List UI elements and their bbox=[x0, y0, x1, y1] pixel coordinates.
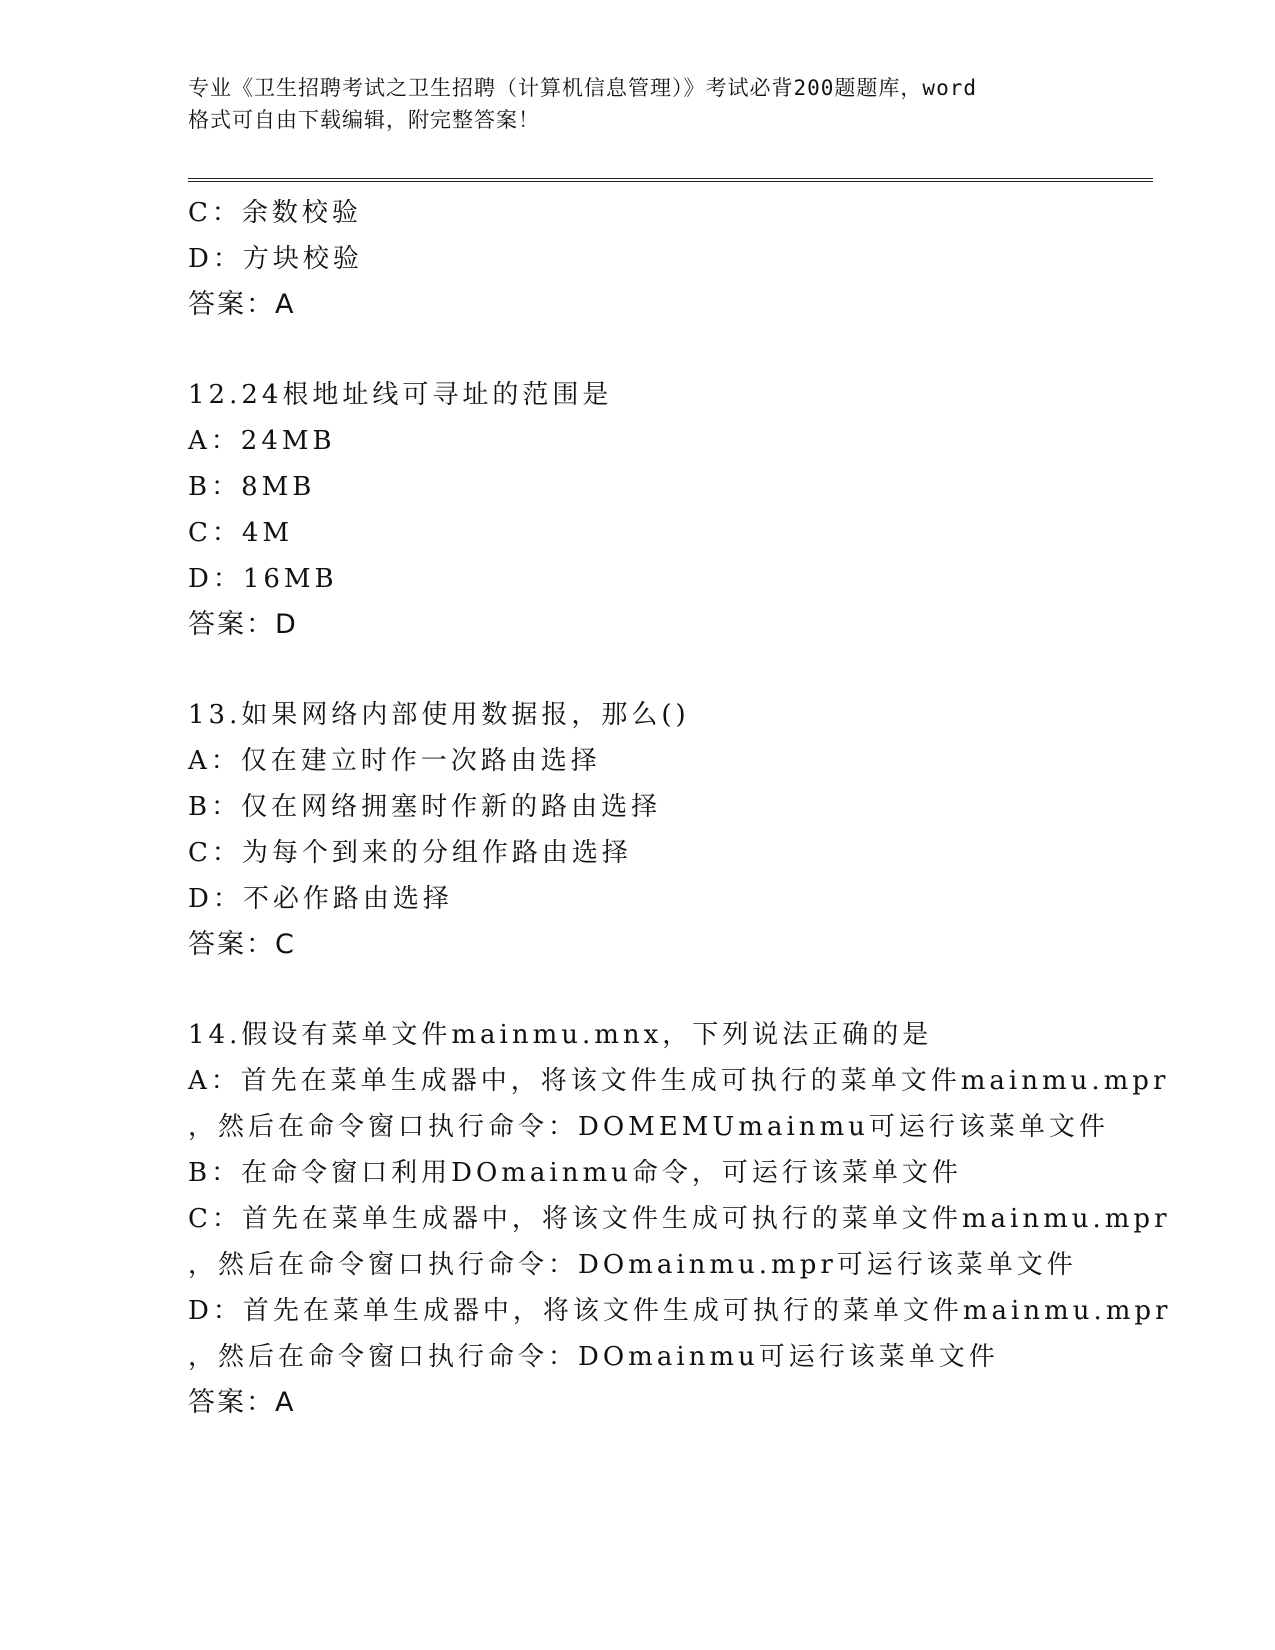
q12-option-b: B：8MB bbox=[188, 472, 316, 502]
q14-option-c-line-1: C：首先在菜单生成器中，将该文件生成可执行的菜单文件mainmu.mpr bbox=[188, 1204, 1171, 1234]
q12-option-c: C：4M bbox=[188, 518, 294, 548]
q13-option-c: C：为每个到来的分组作路由选择 bbox=[188, 838, 632, 868]
question-12-block bbox=[188, 372, 1128, 648]
q14-option-d-line-1: D：首先在菜单生成器中，将该文件生成可执行的菜单文件mainmu.mpr bbox=[188, 1296, 1172, 1326]
q14-option-c-line-2: ，然后在命令窗口执行命令：DOmainmu.mpr可运行该菜单文件 bbox=[188, 1250, 1077, 1280]
q12-question: 12.24根地址线可寻址的范围是 bbox=[188, 380, 613, 410]
q14-answer: 答案：A bbox=[188, 1387, 296, 1418]
question-spacer bbox=[188, 968, 1128, 1012]
q12-answer: 答案：D bbox=[188, 609, 298, 640]
header-title-line-1: 专业《卫生招聘考试之卫生招聘（计算机信息管理）》考试必背200题题库，word bbox=[188, 76, 977, 100]
document-body bbox=[188, 190, 1172, 1426]
question-spacer bbox=[188, 648, 1128, 692]
q11-answer: 答案：A bbox=[188, 289, 296, 320]
q13-option-a: A：仅在建立时作一次路由选择 bbox=[188, 746, 601, 776]
q12-option-a: A：24MB bbox=[188, 426, 336, 456]
q14-question: 14.假设有菜单文件mainmu.mnx，下列说法正确的是 bbox=[188, 1020, 933, 1050]
q14-option-d-line-2: ，然后在命令窗口执行命令：DOmainmu可运行该菜单文件 bbox=[188, 1342, 999, 1372]
q11-option-d: D：方块校验 bbox=[188, 244, 363, 274]
question-spacer bbox=[188, 328, 1128, 372]
q14-option-a-line-2: ，然后在命令窗口执行命令：DOMEMUmainmu可运行该菜单文件 bbox=[188, 1112, 1109, 1142]
q13-answer: 答案：C bbox=[188, 929, 296, 960]
q13-option-d: D：不必作路由选择 bbox=[188, 884, 453, 914]
header-title-line-2: 格式可自由下载编辑，附完整答案！ bbox=[188, 108, 540, 132]
q12-option-d: D：16MB bbox=[188, 564, 338, 594]
q11-option-c: C：余数校验 bbox=[188, 198, 362, 228]
question-14-block bbox=[188, 1012, 1172, 1426]
q14-option-a-line-1: A：首先在菜单生成器中，将该文件生成可执行的菜单文件mainmu.mpr bbox=[188, 1066, 1170, 1096]
header-double-rule bbox=[188, 178, 1153, 182]
q13-question: 13.如果网络内部使用数据报，那么() bbox=[188, 700, 690, 730]
q14-option-b: B：在命令窗口利用DOmainmu命令，可运行该菜单文件 bbox=[188, 1158, 962, 1188]
document-header bbox=[188, 72, 1088, 136]
q13-option-b: B：仅在网络拥塞时作新的路由选择 bbox=[188, 792, 662, 822]
question-13-block bbox=[188, 692, 1128, 968]
question-11-block bbox=[188, 190, 1128, 328]
